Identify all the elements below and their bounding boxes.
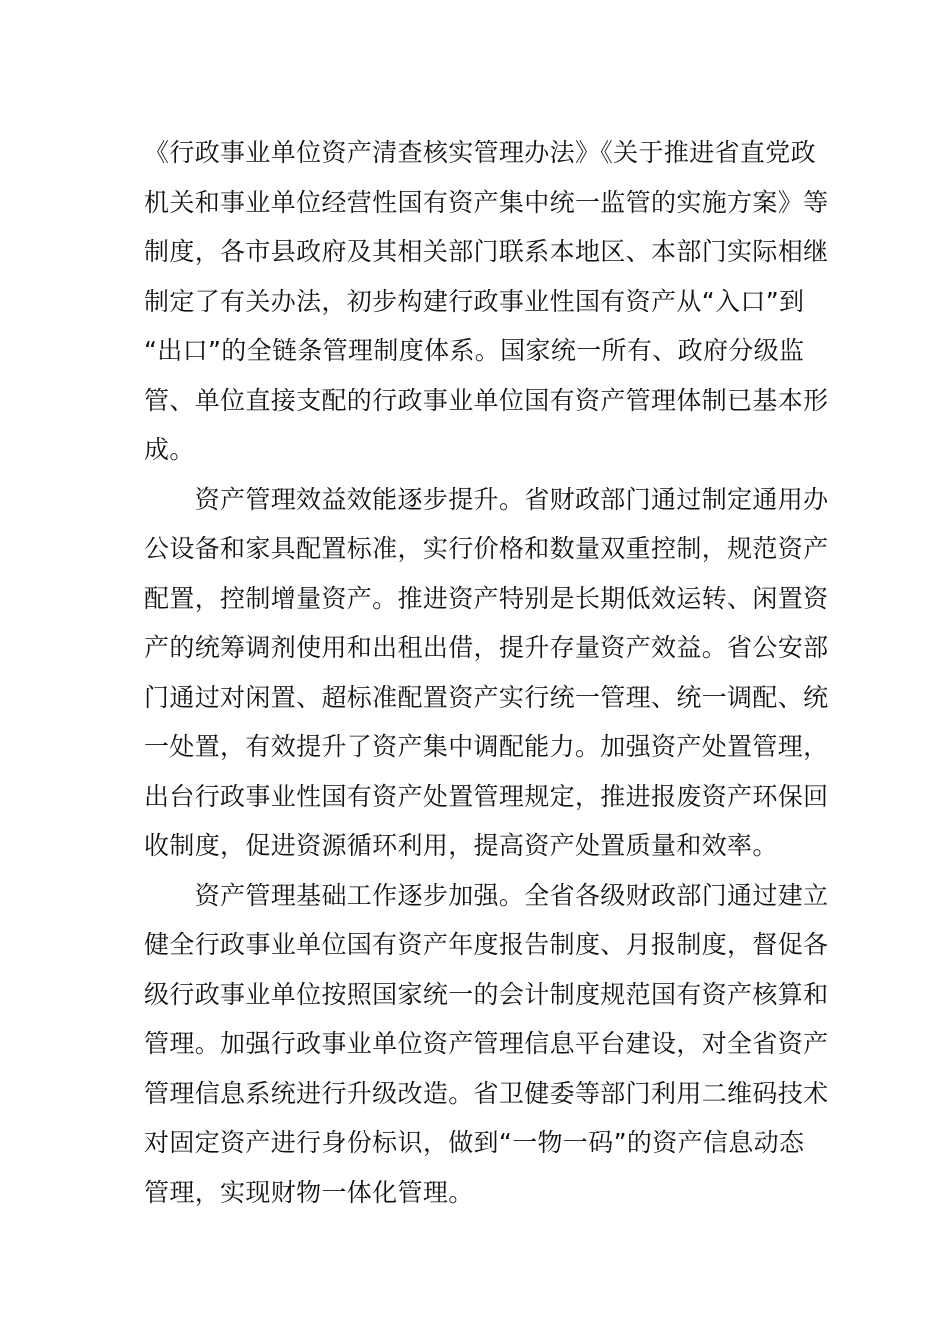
text-line: 门通过对闲置、超标准配置资产实行统一管理、统一调配、统 — [144, 682, 829, 712]
paragraph — [144, 128, 829, 475]
text-line: 管、单位直接支配的行政事业单位国有资产管理体制已基本形 — [144, 385, 829, 415]
document-body — [144, 128, 829, 1217]
text-line: “出口”的全链条管理制度体系。国家统一所有、政府分级监 — [144, 336, 805, 365]
text-line: 资产管理效益效能逐步提升。省财政部门通过制定通用办 — [144, 484, 829, 514]
text-line: 管理。加强行政事业单位资产管理信息平台建设，对全省资产 — [144, 1029, 829, 1058]
text-line: 一处置，有效提升了资产集中调配能力。加强资产处置管理， — [144, 732, 829, 761]
text-line: 出台行政事业性国有资产处置管理规定，推进报废资产环保回 — [144, 781, 829, 811]
paragraph — [144, 475, 829, 871]
text-line: 产的统筹调剂使用和出租出借，提升存量资产效益。省公安部 — [144, 633, 829, 662]
text-line: 配置，控制增量资产。推进资产特别是长期低效运转、闲置资 — [144, 583, 829, 613]
text-line: 公设备和家具配置标准，实行价格和数量双重控制，规范资产 — [144, 534, 829, 563]
text-line: 制度，各市县政府及其相关部门联系本地区、本部门实际相继 — [144, 237, 829, 266]
text-line: 管理，实现财物一体化管理。 — [144, 1177, 474, 1207]
text-line: 《行政事业单位资产清查核实管理办法》《关于推进省直党政 — [144, 138, 816, 167]
text-line: 资产管理基础工作逐步加强。全省各级财政部门通过建立 — [144, 880, 829, 910]
text-line: 成。 — [144, 435, 195, 464]
text-line: 管理信息系统进行升级改造。省卫健委等部门利用二维码技术 — [144, 1078, 829, 1108]
text-line: 收制度，促进资源循环利用，提高资产处置质量和效率。 — [144, 831, 778, 860]
text-line: 对固定资产进行身份标识，做到“一物一码”的资产信息动态 — [144, 1128, 805, 1157]
text-line: 级行政事业单位按照国家统一的会计制度规范国有资产核算和 — [144, 979, 829, 1009]
text-line: 制定了有关办法，初步构建行政事业性国有资产从“入口”到 — [144, 286, 805, 316]
text-line: 健全行政事业单位国有资产年度报告制度、月报制度，督促各 — [144, 930, 829, 959]
text-line: 机关和事业单位经营性国有资产集中统一监管的实施方案》等 — [144, 187, 829, 217]
paragraph — [144, 871, 829, 1218]
